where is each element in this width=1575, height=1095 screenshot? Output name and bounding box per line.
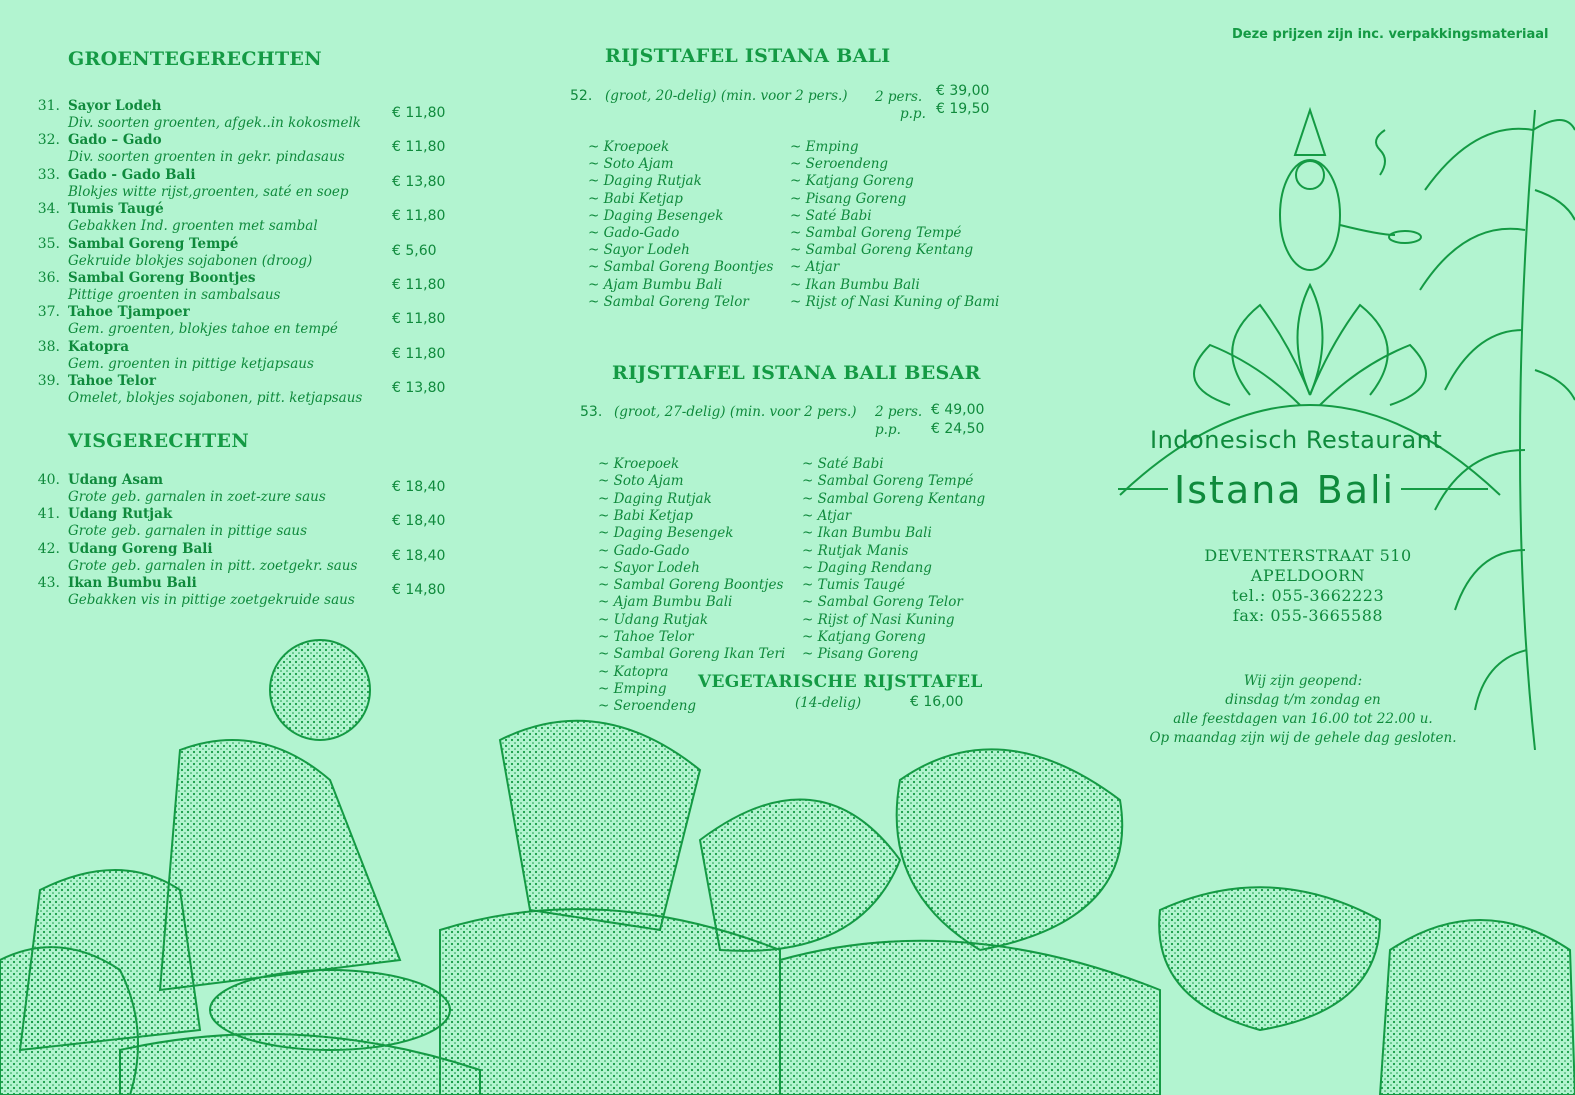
item-price: € 18,40 — [392, 547, 446, 564]
rijsttafel-number: 52. — [570, 88, 593, 104]
dish-item: ~ Sambal Goreng Ikan Teri — [598, 646, 786, 663]
dish-item: ~ Sayor Lodeh — [598, 559, 700, 576]
fax: fax: 055-3665588 — [1232, 606, 1384, 625]
dish-item: ~ Sayor Lodeh — [588, 242, 690, 259]
item-name: Gado - Gado Bali — [68, 166, 196, 183]
dish-item: ~ Ikan Bumbu Bali — [790, 276, 920, 293]
menu-item — [30, 575, 460, 609]
dish-item: ~ Soto Ajam — [598, 473, 684, 490]
item-number: 41. — [37, 506, 60, 523]
item-price: € 18,40 — [392, 479, 446, 495]
item-name: Sambal Goreng Tempé — [68, 235, 239, 252]
dish-item: ~ Atjar — [802, 507, 852, 524]
dish-item: ~ Sambal Goreng Kentang — [802, 490, 986, 507]
dish-item: ~ Daging Besengek — [598, 525, 734, 542]
item-number: 33. — [37, 166, 60, 183]
item-name: Gado – Gado — [68, 132, 162, 149]
item-description: Omelet, blokjes sojabonen, pitt. ketjapsaus — [68, 390, 363, 407]
item-name: Tahoe Telor — [68, 373, 156, 390]
dish-item: ~ Daging Besengek — [588, 207, 724, 224]
item-description: Grote geb. garnalen in pitt. zoetgekr. saus — [68, 557, 358, 574]
dish-item: ~ Ajam Bumbu Bali — [588, 276, 723, 293]
item-number: 40. — [37, 472, 60, 488]
item-name: Udang Asam — [68, 472, 164, 488]
dish-item: ~ Ajam Bumbu Bali — [598, 594, 733, 611]
rijsttafel-price-2pers: € 39,00 — [936, 83, 990, 99]
restaurant-subtitle: Indonesisch Restaurant — [1150, 426, 1443, 454]
item-number: 32. — [37, 132, 60, 149]
dish-item: ~ Sambal Goreng Telor — [588, 293, 749, 310]
item-description: Gekruide blokjes sojabonen (droog) — [68, 252, 313, 269]
dish-item: ~ Rutjak Manis — [802, 542, 909, 559]
dish-item: ~ Tahoe Telor — [598, 629, 694, 645]
menu-item — [30, 339, 460, 373]
dish-item: ~ Sambal Goreng Tempé — [802, 473, 974, 490]
item-description: Blokjes witte rijst,groenten, saté en soep — [68, 183, 349, 200]
item-name: Udang Rutjak — [68, 506, 173, 523]
dish-item: ~ Saté Babi — [802, 456, 884, 472]
dish-item: ~ Seroendeng — [790, 156, 889, 173]
item-name: Ikan Bumbu Bali — [68, 575, 197, 592]
dish-item: ~ Saté Babi — [790, 207, 872, 224]
rijsttafel-description: (groot, 20-delig) (min. voor 2 pers.) — [605, 88, 848, 104]
dish-item: ~ Pisang Goreng — [790, 190, 907, 207]
menu-item — [30, 167, 460, 201]
menu-item — [30, 132, 460, 166]
groente-heading: GROENTEGERECHTEN — [68, 48, 322, 70]
hours-line: dinsdag t/m zondag en — [1225, 692, 1381, 708]
item-name: Tahoe Tjampoer — [68, 304, 190, 321]
dish-item: ~ Kroepoek — [588, 139, 670, 155]
item-number: 31. — [37, 98, 60, 114]
dish-item: ~ Sambal Goreng Boontjes — [598, 577, 784, 594]
item-description: Grote geb. garnalen in zoet-zure saus — [68, 489, 326, 505]
dish-item: ~ Katjang Goreng — [790, 173, 914, 190]
dish-item: ~ Ikan Bumbu Bali — [802, 525, 932, 542]
item-price: € 11,80 — [392, 139, 446, 156]
besar-description: (groot, 27-delig) (min. voor 2 pers.) — [614, 404, 857, 420]
besar-label-2pers: 2 pers. — [875, 404, 923, 420]
item-number: 35. — [37, 235, 60, 252]
dish-item: ~ Babi Ketjap — [588, 190, 683, 207]
item-description: Grote geb. garnalen in pittige saus — [68, 523, 308, 540]
menu-item — [30, 373, 460, 407]
menu-item — [30, 98, 460, 132]
rijsttafel-label-pp: p.p. — [900, 106, 926, 122]
address-city: APELDOORN — [1250, 566, 1366, 585]
cooking-scene-illustration — [0, 630, 1575, 1095]
dish-item: ~ Babi Ketjap — [598, 507, 693, 524]
item-price: € 5,60 — [392, 242, 437, 259]
item-price: € 11,80 — [392, 277, 446, 293]
item-price: € 13,80 — [392, 173, 446, 190]
menu-item — [30, 472, 460, 506]
item-description: Gem. groenten in pittige ketjapsaus — [68, 355, 314, 372]
vega-description: (14-delig) — [795, 695, 862, 711]
menu-item — [30, 304, 460, 338]
dish-item: ~ Daging Rutjak — [598, 490, 712, 507]
item-name: Tumis Taugé — [68, 201, 164, 218]
dish-item: ~ Sambal Goreng Telor — [802, 594, 963, 611]
dish-item: ~ Daging Rutjak — [588, 173, 702, 190]
rijsttafel-label-2pers: 2 pers. — [875, 89, 923, 105]
dish-item: ~ Katopra — [598, 663, 669, 680]
dish-item: ~ Daging Rendang — [802, 559, 932, 576]
item-price: € 14,80 — [392, 582, 446, 599]
besar-number: 53. — [580, 404, 603, 420]
hours-line: Wij zijn geopend: — [1243, 673, 1363, 689]
vis-heading: VISGERECHTEN — [68, 430, 249, 452]
item-price: € 11,80 — [392, 345, 446, 362]
dish-item: ~ Kroepoek — [598, 456, 680, 472]
hours-line: Op maandag zijn wij de gehele dag gesloten. — [1149, 730, 1457, 746]
dish-item: ~ Sambal Goreng Tempé — [790, 225, 962, 241]
item-name: Sayor Lodeh — [68, 98, 162, 114]
besar-label-pp: p.p. — [875, 422, 901, 438]
dish-item: ~ Gado-Gado — [588, 225, 680, 241]
restaurant-name: Istana Bali — [1168, 468, 1401, 512]
vega-price: € 16,00 — [910, 694, 964, 710]
vega-heading: VEGETARISCHE RIJSTTAFEL — [698, 672, 983, 692]
dish-item: ~ Soto Ajam — [588, 156, 674, 173]
dish-item: ~ Emping — [598, 680, 667, 697]
menu-item — [30, 236, 460, 270]
dish-item: ~ Seroendeng — [598, 698, 697, 715]
dish-item: ~ Udang Rutjak — [598, 611, 708, 628]
hours-line: alle feestdagen van 16.00 tot 22.00 u. — [1173, 711, 1433, 727]
item-number: 38. — [37, 338, 60, 355]
rijsttafel-heading: RIJSTTAFEL ISTANA BALI — [605, 45, 891, 67]
item-price: € 13,80 — [392, 380, 446, 397]
menu-item — [30, 506, 460, 540]
item-description: Pittige groenten in sambalsaus — [68, 287, 281, 303]
item-name: Sambal Goreng Boontjes — [68, 270, 256, 286]
telephone: tel.: 055-3662223 — [1231, 586, 1385, 605]
item-price: € 11,80 — [392, 311, 446, 328]
dish-item: ~ Sambal Goreng Kentang — [790, 242, 974, 259]
dish-item: ~ Emping — [790, 139, 859, 155]
address-street: DEVENTERSTRAAT 510 — [1204, 546, 1412, 565]
dish-item: ~ Rijst of Nasi Kuning — [802, 611, 955, 628]
dish-item: ~ Tumis Taugé — [802, 577, 905, 594]
item-number: 34. — [37, 201, 60, 218]
item-price: € 11,80 — [392, 105, 446, 121]
item-description: Gebakken Ind. groenten met sambal — [68, 218, 318, 235]
item-number: 43. — [37, 575, 60, 592]
menu-item — [30, 270, 460, 304]
besar-price-pp: € 24,50 — [931, 421, 985, 437]
item-description: Div. soorten groenten, afgek..in kokosmelk — [68, 115, 361, 131]
dish-item: ~ Atjar — [790, 259, 840, 276]
item-name: Katopra — [68, 338, 130, 355]
item-price: € 18,40 — [392, 513, 446, 530]
besar-heading: RIJSTTAFEL ISTANA BALI BESAR — [612, 362, 981, 384]
besar-price-2pers: € 49,00 — [931, 402, 985, 418]
dish-item: ~ Pisang Goreng — [802, 646, 919, 663]
item-number: 42. — [37, 540, 60, 557]
menu-item — [30, 541, 460, 575]
item-description: Gebakken vis in pittige zoetgekruide saus — [68, 592, 355, 609]
item-name: Udang Goreng Bali — [68, 540, 213, 557]
menu-item — [30, 201, 460, 235]
dish-item: ~ Sambal Goreng Boontjes — [588, 259, 774, 276]
dish-item: ~ Gado-Gado — [598, 542, 690, 559]
rijsttafel-price-pp: € 19,50 — [936, 101, 990, 117]
item-price: € 11,80 — [392, 208, 446, 225]
item-number: 36. — [37, 270, 60, 286]
dish-item: ~ Katjang Goreng — [802, 629, 926, 645]
item-description: Gem. groenten, blokjes tahoe en tempé — [68, 321, 338, 338]
item-description: Div. soorten groenten in gekr. pindasaus — [68, 149, 345, 166]
dish-item: ~ Rijst of Nasi Kuning of Bami — [790, 293, 1000, 310]
price-note: Deze prijzen zijn inc. verpakkingsmateriaal — [1232, 27, 1549, 42]
item-number: 39. — [37, 373, 60, 390]
item-number: 37. — [37, 304, 60, 321]
